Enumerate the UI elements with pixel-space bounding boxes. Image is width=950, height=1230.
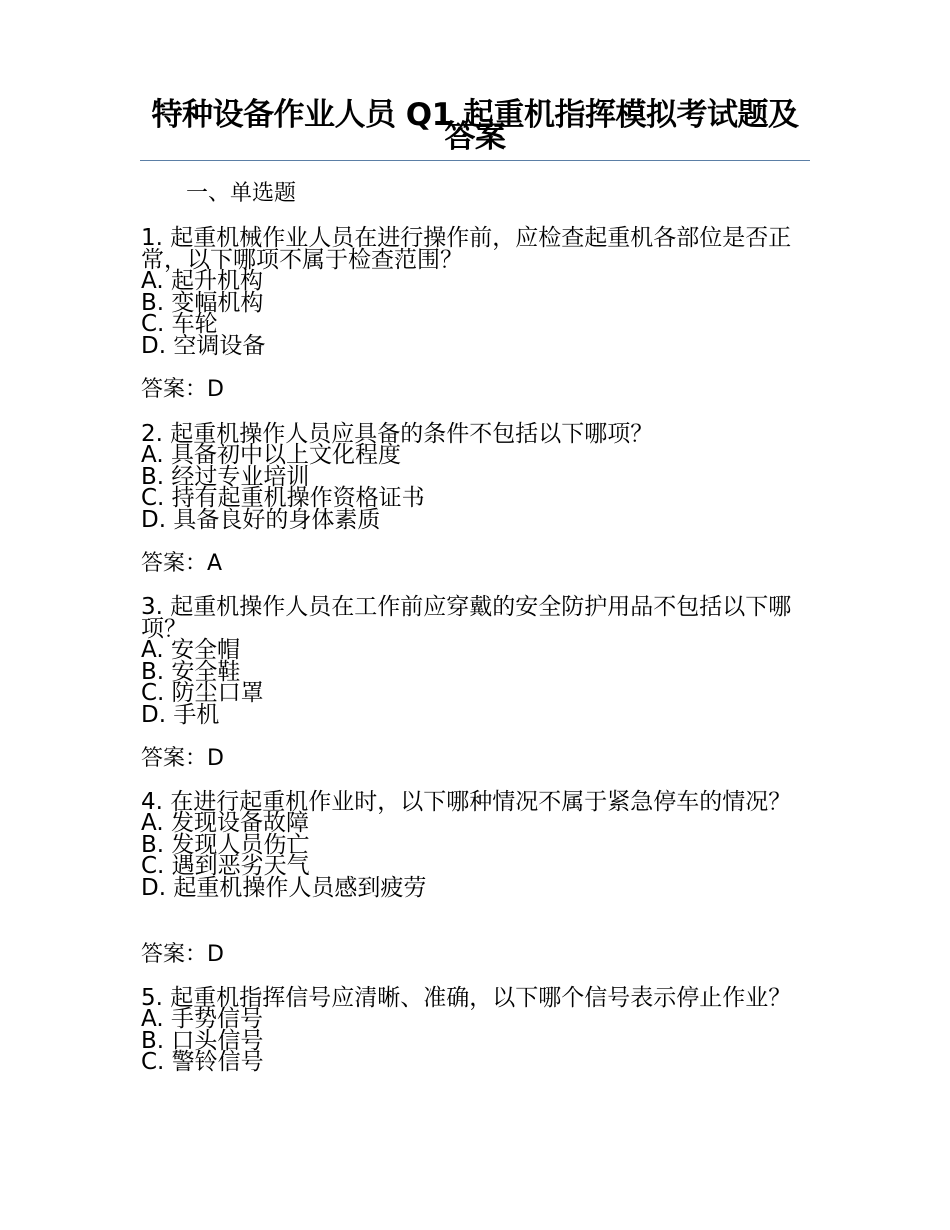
answer-3: 答案：D (141, 746, 224, 771)
option-a: A. 具备初中以上文化程度 (141, 442, 401, 468)
option-a: A. 起升机构 (141, 268, 263, 294)
option-c: C. 警铃信号 (141, 1049, 264, 1076)
option-c: C. 遇到恶劣天气 (141, 853, 310, 880)
option-c: C. 车轮 (141, 311, 218, 338)
section-heading: 一、单选题 (186, 181, 297, 206)
option-b: B. 发现人员伤亡 (141, 831, 310, 858)
option-b: B. 安全鞋 (141, 658, 241, 685)
option-d: D. 空调设备 (141, 332, 266, 359)
answer-1: 答案：D (141, 377, 224, 402)
question-2 (141, 423, 801, 531)
question-stem: 2. 起重机操作人员应具备的条件不包括以下哪项？ (141, 421, 654, 447)
option-b: B. 口头信号 (141, 1027, 264, 1054)
option-d: D. 起重机操作人员感到疲劳 (141, 874, 427, 901)
question-stem: 5. 起重机指挥信号应清晰、准确，以下哪个信号表示停止作业？ (141, 985, 792, 1011)
option-a: A. 发现设备故障 (141, 810, 309, 836)
answer-4: 答案：D (141, 942, 224, 967)
question-stem: 3. 起重机操作人员在工作前应穿戴的安全防护用品不包括以下哪项？ (141, 594, 792, 642)
option-c: C. 防尘口罩 (141, 680, 264, 707)
option-d: D. 手机 (141, 701, 220, 728)
question-4 (141, 791, 801, 899)
option-b: B. 经过专业培训 (141, 463, 310, 490)
question-stem: 1. 起重机械作业人员在进行操作前，应检查起重机各部位是否正常，以下哪项不属于检查范围？ (141, 225, 792, 273)
question-stem: 4. 在进行起重机作业时，以下哪种情况不属于紧急停车的情况？ (141, 789, 792, 815)
option-a: A. 手势信号 (141, 1006, 263, 1032)
title-divider (140, 160, 810, 161)
question-3 (141, 596, 801, 726)
document-title: 特种设备作业人员 Q1 起重机指挥模拟考试题及答案 (151, 97, 799, 155)
option-b: B. 变幅机构 (141, 289, 264, 316)
question-5 (141, 987, 801, 1074)
option-c: C. 持有起重机操作资格证书 (141, 485, 425, 512)
question-1 (141, 227, 801, 357)
answer-2: 答案：A (141, 551, 223, 576)
option-a: A. 安全帽 (141, 637, 240, 663)
option-d: D. 具备良好的身体素质 (141, 506, 381, 533)
